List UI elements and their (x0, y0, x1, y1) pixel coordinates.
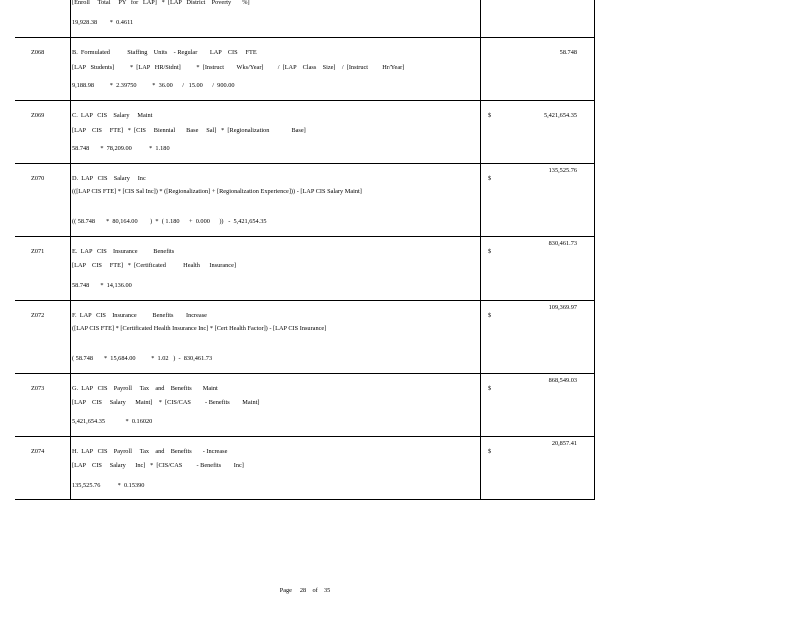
values-text: 5,421,654.35 * 0.16020 (72, 418, 153, 425)
page-number: 28 (299, 587, 307, 594)
row-divider (15, 163, 595, 164)
row-divider (15, 499, 595, 500)
values-text: 135,525.76 * 0.15390 (72, 482, 145, 489)
amount-value: 830,461.73 (548, 240, 577, 247)
formula-text: ([LAP CIS FTE] * [Certificated Health Insurance Inc] * [Cert Health Factor]) - [LAP CIS Insurance] (72, 325, 327, 332)
amount-value: 135,525.76 (548, 167, 577, 174)
amount-value: 5,421,654.35 (543, 112, 577, 119)
row-code: Z074 (31, 448, 45, 455)
row-divider (15, 300, 595, 301)
values-text: (( 58.748 * 80,164.00 ) * ( 1.180 + 0.000 )) - 5,421,654.35 (72, 218, 267, 225)
calculation-table (15, 0, 595, 500)
amount-value: 20,857.41 (551, 440, 577, 447)
values-text: 58.748 * 14,136.00 (72, 282, 132, 289)
row-code: Z068 (31, 49, 45, 56)
dollar-sign: $ (488, 175, 492, 182)
row-divider (15, 236, 595, 237)
row-title: B. Formulated Staffing Units - Regular LAP CIS FTE (72, 49, 257, 56)
values-text: ( 58.748 * 15,684.00 * 1.02 ) - 830,461.73 (72, 355, 213, 362)
formula-text: [LAP CIS Salary Maint] * [CIS/CAS - Benefits Maint] (72, 399, 260, 406)
formula-text: [Enroll Total PY for LAP] * [LAP District Poverty %] (72, 0, 250, 6)
values-text: 19,928.38 * 0.4611 (72, 19, 134, 26)
row-title: D. LAP CIS Salary Inc (72, 175, 146, 182)
row-title: F. LAP CIS Insurance Benefits Increase (72, 312, 207, 319)
dollar-sign: $ (488, 248, 492, 255)
row-divider (15, 100, 595, 101)
page-label: Page (279, 587, 292, 594)
amount-value: 58.748 (559, 49, 577, 56)
of-label: of (312, 587, 318, 594)
row-divider (15, 436, 595, 437)
column-divider (70, 0, 71, 500)
page-footer (0, 588, 610, 594)
row-title: H. LAP CIS Payroll Tax and Benefits - Increase (72, 448, 228, 455)
dollar-sign: $ (488, 448, 492, 455)
formula-text: [LAP CIS Salary Inc] * [CIS/CAS - Benefits Inc] (72, 462, 244, 469)
row-divider (15, 37, 595, 38)
row-code: Z069 (31, 112, 45, 119)
amount-value: 868,549.03 (548, 377, 577, 384)
row-code: Z073 (31, 385, 45, 392)
amount-value: 109,369.97 (548, 304, 577, 311)
formula-text: (([LAP CIS FTE] * [CIS Sal Inc]) * ([Regionalization] + [Regionalization Experience])) - [LAP CIS Salary Maint] (72, 188, 362, 195)
values-text: 58.748 * 78,209.00 * 1.180 (72, 145, 170, 152)
formula-text: [LAP CIS FTE] * [CIS Biennial Base Sal] * [Regionalization Base] (72, 127, 306, 134)
row-code: Z072 (31, 312, 45, 319)
page-total: 35 (323, 587, 331, 594)
row-title: C. LAP CIS Salary Maint (72, 112, 153, 119)
column-divider (594, 0, 595, 500)
dollar-sign: $ (488, 385, 492, 392)
dollar-sign: $ (488, 312, 492, 319)
row-code: Z071 (31, 248, 45, 255)
row-divider (15, 373, 595, 374)
row-code: Z070 (31, 175, 45, 182)
row-title: E. LAP CIS Insurance Benefits (72, 248, 175, 255)
formula-text: [LAP Students] * [LAP HR/Stdnt] * [Instruct Wks/Year] / [LAP Class Size] / [Instruct Hr/Year] (72, 64, 405, 71)
column-divider (480, 0, 481, 500)
formula-text: [LAP CIS FTE] * [Certificated Health Insurance] (72, 262, 236, 269)
values-text: 9,188.98 * 2.39750 * 36.00 / 15.00 / 900.00 (72, 82, 235, 89)
row-title: G. LAP CIS Payroll Tax and Benefits Maint (72, 385, 218, 392)
dollar-sign: $ (488, 112, 492, 119)
